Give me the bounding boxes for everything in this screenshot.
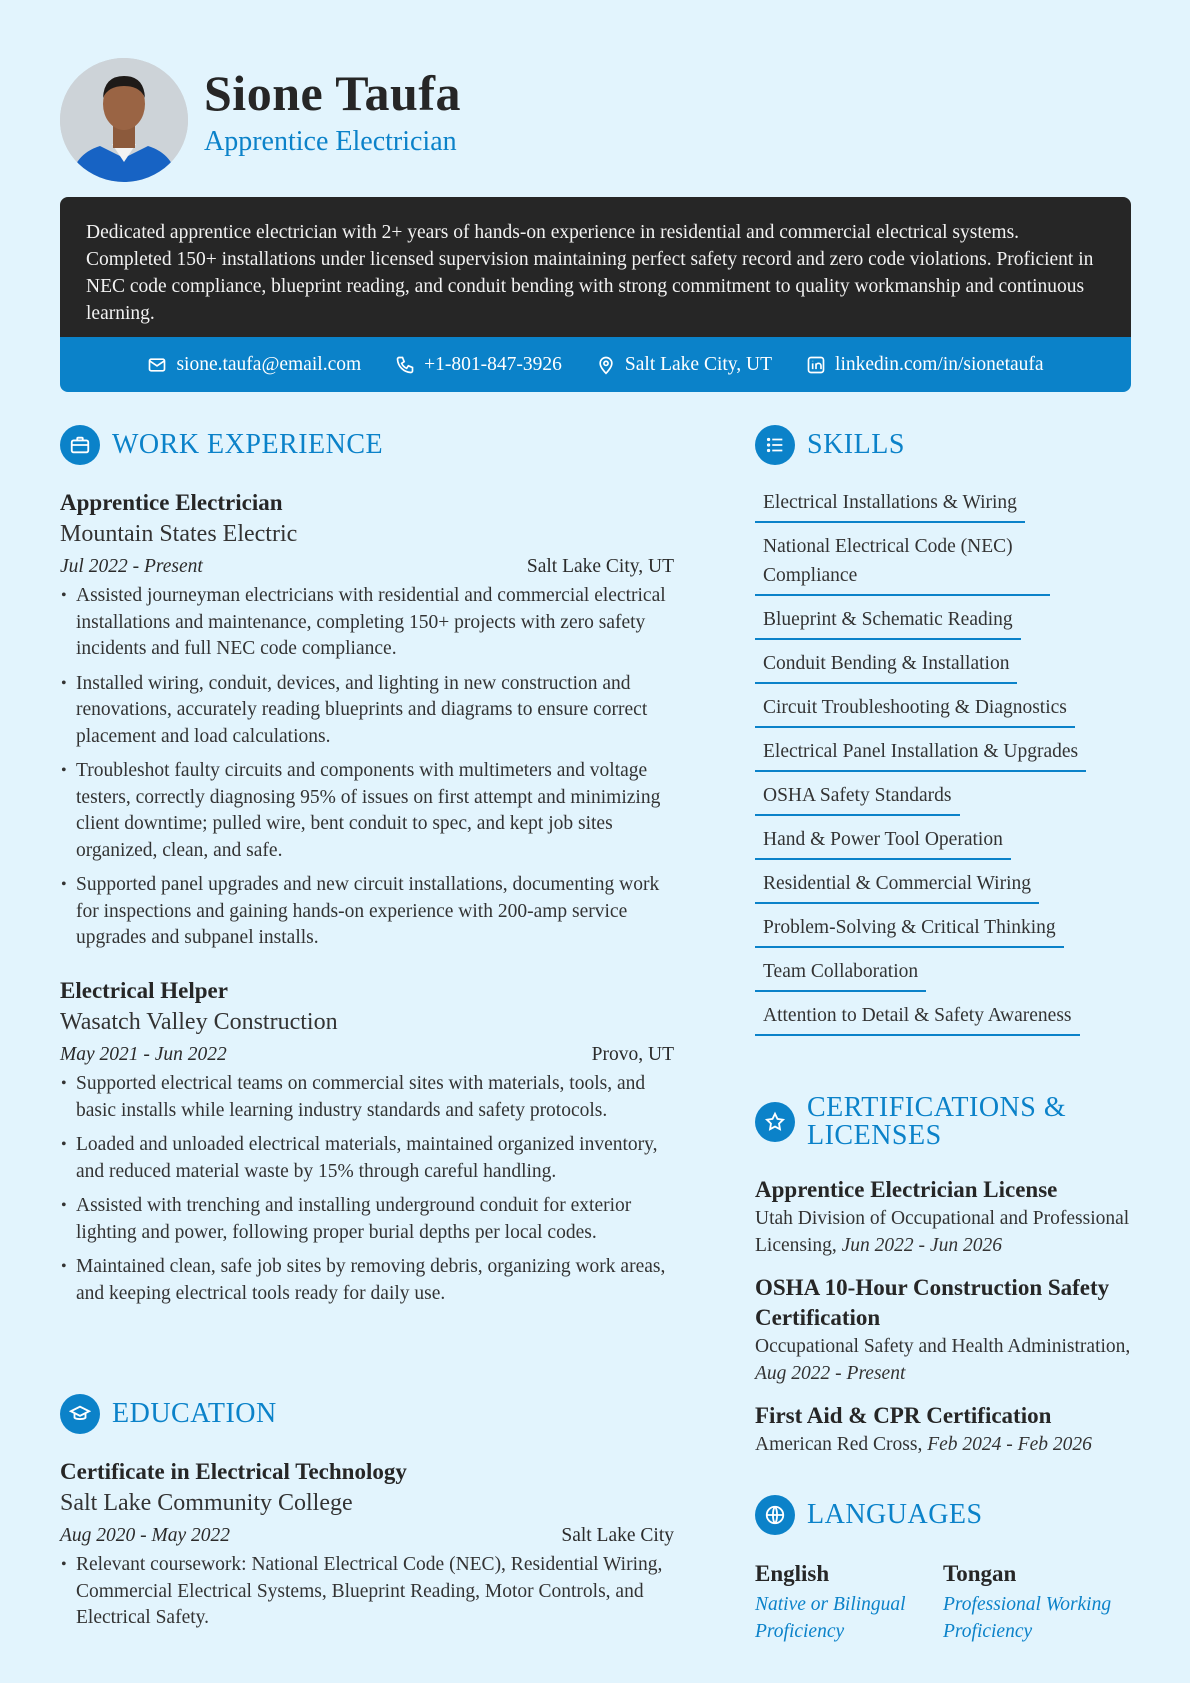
education-section-icon-circle [60, 1394, 100, 1434]
certifications-title-line2: LICENSES [807, 1120, 942, 1151]
languages-section-icon-circle [755, 1495, 795, 1535]
work-experience-heading [60, 425, 383, 465]
job-location: Provo, UT [591, 1044, 674, 1065]
language-level: Professional Working Proficiency [943, 1594, 1112, 1642]
candidate-title: Apprentice Electrician [204, 126, 457, 157]
contact-email-text: sione.taufa@email.com [176, 353, 362, 375]
education-dates: Aug 2020 - May 2022 [60, 1525, 231, 1546]
skills-section-icon-circle [755, 425, 795, 465]
cert-title: Apprentice Electrician License [755, 1177, 1058, 1202]
map-pin-icon [596, 355, 616, 375]
bullet-item: • Loaded and unloaded electrical materials, maintained organized inventory, and reduced material waste by 15% through careful handling. [60, 1132, 674, 1185]
education-bullets [60, 1552, 674, 1632]
job-meta [60, 1040, 674, 1070]
language-item [943, 1558, 1131, 1645]
skill-item: Problem-Solving & Critical Thinking [755, 909, 1064, 948]
bullet-item: • Assisted with trenching and installing underground conduit for exterior lighting and power, following proper burial depths per local codes. [60, 1193, 674, 1246]
cert-title: First Aid & CPR Certification [755, 1403, 1052, 1428]
cert-org [755, 1431, 1131, 1458]
cert-dates: Jun 2022 - Jun 2026 [841, 1235, 1002, 1256]
job-title: Apprentice Electrician [60, 490, 283, 515]
phone-icon [395, 355, 415, 375]
skills-title: SKILLS [807, 429, 905, 460]
job-title: Electrical Helper [60, 978, 228, 1003]
skill-item: OSHA Safety Standards [755, 777, 960, 816]
languages-title: LANGUAGES [807, 1499, 983, 1530]
skills-heading [755, 425, 905, 465]
cert-item [755, 1273, 1131, 1387]
job-entry [60, 976, 674, 1315]
graduation-cap-icon [69, 1403, 91, 1425]
work-section-icon-circle [60, 425, 100, 465]
skill-item: Blueprint & Schematic Reading [755, 601, 1021, 640]
summary-box [60, 197, 1131, 337]
cert-title: OSHA 10-Hour Construction Safety Certification [755, 1275, 1110, 1330]
certifications-heading [755, 1094, 1066, 1150]
education-title: EDUCATION [112, 1398, 277, 1429]
education-heading [60, 1394, 277, 1434]
skill-item: National Electrical Code (NEC) Compliance [755, 528, 1050, 596]
company-name: Mountain States Electric [60, 521, 298, 547]
cert-item [755, 1175, 1131, 1259]
bullet-item: • Supported electrical teams on commercial sites with materials, tools, and basic installs while learning industry standards and safety protocols. [60, 1071, 674, 1124]
bullet-item: • Assisted journeyman electricians with residential and commercial electrical installations and maintenance, completing 150+ projects with zero safety incidents and full NEC code compliance. [60, 583, 674, 663]
language-item [755, 1558, 943, 1645]
resume-header [60, 58, 1130, 182]
education-entry [60, 1457, 674, 1640]
contact-phone[interactable] [395, 354, 562, 376]
profile-photo-illustration [60, 58, 188, 182]
cert-org-name: Occupational Safety and Health Administration, [755, 1336, 1131, 1357]
company-name: Wasatch Valley Construction [60, 1009, 338, 1035]
job-dates: May 2021 - Jun 2022 [60, 1044, 227, 1065]
job-entry [60, 488, 674, 960]
contact-bar [60, 337, 1131, 392]
contact-linkedin[interactable] [806, 354, 1044, 376]
contact-phone-text: +1-801-847-3926 [424, 353, 562, 375]
profile-photo [60, 58, 188, 182]
skill-item: Conduit Bending & Installation [755, 645, 1017, 684]
bullet-item: • Relevant coursework: National Electrical Code (NEC), Residential Wiring, Commercial Electrical Systems, Blueprint Reading, Motor Controls, and Electrical Safety. [60, 1552, 674, 1632]
degree-title: Certificate in Electrical Technology [60, 1459, 407, 1484]
job-bullets [60, 583, 674, 952]
star-icon [764, 1111, 786, 1133]
language-name: English [755, 1561, 830, 1586]
contact-email[interactable] [147, 354, 361, 376]
skill-item: Attention to Detail & Safety Awareness [755, 997, 1080, 1036]
certifications-title-line1: CERTIFICATIONS & [807, 1092, 1067, 1123]
candidate-name: Sione Taufa [204, 65, 462, 121]
bullet-item: • Installed wiring, conduit, devices, and lighting in new construction and renovations, accurately reading blueprints and diagrams to ensure correct placement and load calculations. [60, 671, 674, 751]
job-location: Salt Lake City, UT [526, 556, 674, 577]
language-level: Native or Bilingual Proficiency [755, 1594, 906, 1642]
cert-dates: Feb 2024 - Feb 2026 [927, 1434, 1092, 1455]
list-icon [764, 434, 786, 456]
linkedin-icon [806, 355, 826, 375]
certifications-section-icon-circle [755, 1102, 795, 1142]
work-experience-title: WORK EXPERIENCE [112, 429, 384, 460]
cert-dates: Aug 2022 - Present [755, 1363, 906, 1384]
job-bullets [60, 1071, 674, 1307]
briefcase-icon [69, 434, 91, 456]
contact-linkedin-text: linkedin.com/in/sionetaufa [835, 353, 1044, 375]
skill-item: Electrical Panel Installation & Upgrades [755, 733, 1086, 772]
cert-org [755, 1205, 1131, 1259]
education-location: Salt Lake City [561, 1525, 674, 1546]
cert-org-name: American Red Cross, [755, 1434, 923, 1455]
certifications-list [755, 1175, 1131, 1472]
languages-heading [755, 1495, 983, 1535]
contact-location-text: Salt Lake City, UT [624, 353, 773, 375]
contact-location [596, 354, 772, 376]
languages-list [755, 1558, 1131, 1645]
bullet-item: • Maintained clean, safe job sites by removing debris, organizing work areas, and keeping electrical tools ready for daily use. [60, 1254, 674, 1307]
bullet-item: • Supported panel upgrades and new circuit installations, documenting work for inspections and gaining hands-on experience with 200-amp service upgrades and subpanel installs. [60, 872, 674, 952]
envelope-icon [147, 355, 167, 375]
job-meta [60, 552, 674, 582]
summary-text: Dedicated apprentice electrician with 2+ years of hands-on experience in residential and commercial electrical systems. Completed 150+ installations under licensed supervision maintaining perfect safety record and zero code violations. Proficient in NEC code compliance, blueprint reading, and conduit bending with strong commitment to quality workmanship and continuous learning. [86, 222, 1094, 324]
skill-item: Residential & Commercial Wiring [755, 865, 1039, 904]
school-name: Salt Lake Community College [60, 1490, 353, 1516]
cert-org-name: Utah Division of Occupational and Professional Licensing, [755, 1208, 1130, 1256]
education-meta [60, 1521, 674, 1551]
skill-item: Hand & Power Tool Operation [755, 821, 1011, 860]
certifications-title [807, 1094, 1066, 1150]
job-dates: Jul 2022 - Present [60, 556, 203, 577]
skills-list [755, 484, 1131, 1041]
skill-item: Circuit Troubleshooting & Diagnostics [755, 689, 1075, 728]
globe-icon [764, 1504, 786, 1526]
skill-item: Electrical Installations & Wiring [755, 484, 1025, 523]
bullet-item: • Troubleshot faulty circuits and components with multimeters and voltage testers, correctly diagnosing 95% of issues on first attempt and minimizing client downtime; pulled wire, bent conduit to spec, and kept job sites organized, clean, and safe. [60, 758, 674, 864]
cert-item [755, 1401, 1131, 1458]
language-name: Tongan [943, 1561, 1017, 1586]
cert-org [755, 1333, 1131, 1387]
skill-item: Team Collaboration [755, 953, 926, 992]
